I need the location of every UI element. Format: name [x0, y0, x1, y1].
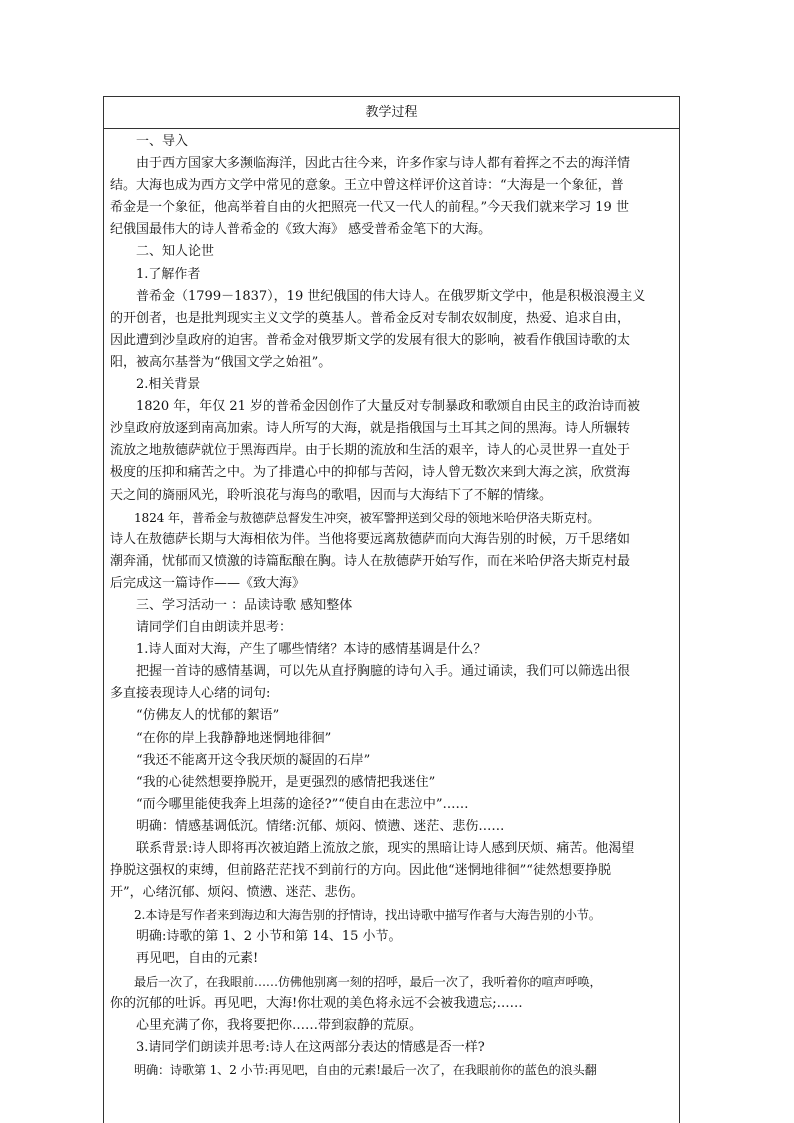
poem-line: 你的沉郁的吐诉。再见吧，大海!你壮观的美色将永远不会被我遗忘;…… [110, 995, 523, 1011]
poem-line: 心里充满了你，我将要把你……带到寂静的荒原。 [110, 1017, 423, 1033]
paragraph-line: 流放之地敖德萨就位于黑海西岸。由于长期的流放和生活的艰辛，诗人的心灵世界一直处于 [110, 443, 631, 459]
answer-line: 明确：情感基调低沉。情绪:沉郁、烦闷、愤懑、迷茫、悲伤…… [110, 818, 505, 834]
section-heading: 二、知人论世 [110, 244, 215, 260]
section-heading: 三、学习活动一 ：品读诗歌 感知整体 [110, 597, 353, 613]
table-content [104, 129, 679, 1081]
paragraph-line: 希金是一个象征，他高举着自由的火把照亮一代又一代人的前程。”今天我们就来学习 19 世 [110, 200, 629, 216]
paragraph-line: 开”，心绪沉郁、烦闷、愤懑、迷茫、悲伤。 [110, 885, 364, 901]
quote-line: “在你的岸上我静静地迷惘地徘徊” [110, 730, 332, 746]
paragraph-line: 潮奔涌，忧郁而又愤激的诗篇酝酿在胸。诗人在敖德萨开始写作，而在米哈伊洛夫斯克村最 [110, 553, 631, 569]
poem-line: 最后一次了，在我眼前……仿佛他别离一刻的招呼，最后一次了，我听着你的喧声呼唤， [110, 974, 602, 989]
paragraph-line: 结。大海也成为西方文学中常见的意象。王立中曾这样评价这首诗：“大海是一个象征，普 [110, 178, 624, 194]
paragraph-line: 1824 年，普希金与敖德萨总督发生冲突，被军警押送到父母的领地米哈伊洛夫斯克村。 [110, 510, 600, 525]
quote-line: “我的心徒然想要挣脱开，是更强烈的感情把我迷住” [110, 774, 436, 790]
paragraph-line: 纪俄国最伟大的诗人普希金的《致大海》 感受普希金笔下的大海。 [110, 222, 492, 238]
quote-line: “而今哪里能使我奔上坦荡的途径?”“使自由在悲泣中”…… [110, 796, 469, 812]
paragraph-line: 由于西方国家大多濒临海洋，因此古往今来，许多作家与诗人都有着挥之不去的海洋情 [110, 156, 631, 172]
table-header: 教学过程 [104, 97, 679, 129]
paragraph-line: 极度的压抑和痛苦之中。为了排遣心中的抑郁与苦闷，诗人曾无数次来到大海之滨，欣赏海 [110, 465, 631, 481]
paragraph-line: 天之间的旖丽风光，聆听浪花与海鸟的歌唱，因而与大海结下了不解的情缘。 [110, 487, 553, 503]
paragraph-line: 普希金（1799－1837），19 世纪俄国的伟大诗人。在俄罗斯文学中，他是积极浪漫主义 [110, 288, 646, 304]
question-line: 2.本诗是写作者来到海边和大海告别的抒情诗，找出诗歌中描写作者与大海告别的小节。 [110, 908, 601, 923]
paragraph-line: 把握一首诗的感情基调，可以先从直抒胸臆的诗句入手。通过诵读，我们可以筛选出很 [110, 664, 631, 680]
paragraph-line: 挣脱这强权的束缚，但前路茫茫找不到前行的方向。因此他“迷惘地徘徊”“徒然想要挣脱 [110, 863, 611, 879]
poem-line: 再见吧，自由的元素! [110, 951, 259, 967]
answer-line: 明确:诗歌的第 1、2 小节和第 14、15 小节。 [110, 929, 402, 945]
question-line: 3.请同学们朗读并思考:诗人在这两部分表达的情感是否一样? [110, 1039, 485, 1055]
paragraph-line: 沙皇政府放逐到南高加索。诗人所写的大海，就是指俄国与土耳其之间的黑海。诗人所辗转 [110, 421, 631, 437]
question-line: 1.诗人面对大海，产生了哪些情绪？本诗的感情基调是什么？ [110, 642, 487, 658]
paragraph-line: 请同学们自由朗读并思考： [110, 620, 293, 636]
paragraph-line: 后完成这一篇诗作——《致大海》 [110, 575, 306, 591]
section-heading: 一、导入 [110, 134, 189, 149]
subsection-heading: 1.了解作者 [110, 266, 201, 282]
teaching-process-table [103, 96, 680, 1123]
paragraph-line: 联系背景:诗人即将再次被迫踏上流放之旅，现实的黑暗让诗人感到厌烦、痛苦。他渴望 [110, 841, 635, 856]
quote-line: “仿佛友人的忧郁的絮语” [110, 708, 280, 724]
paragraph-line: 诗人在敖德萨长期与大海相依为伴。当他将要远离敖德萨而向大海告别的时候，万千思绪如 [110, 531, 631, 547]
paragraph-line: 阳，被高尔基誉为“俄国文学之始祖”。 [110, 354, 332, 370]
paragraph-line: 的开创者，也是批判现实主义文学的奠基人。普希金反对专制农奴制度，热爱、追求自由， [110, 310, 631, 326]
paragraph-line: 因此遭到沙皇政府的迫害。普希金对俄罗斯文学的发展有很大的影响，被看作俄国诗歌的太 [110, 332, 631, 348]
subsection-heading: 2.相关背景 [110, 377, 201, 393]
paragraph-line: 多直接表现诗人心绪的词句: [110, 686, 271, 702]
answer-line: 明确：诗歌第 1、2 小节:再见吧，自由的元素!最后一次了，在我眼前你的蓝色的浪头翻 [110, 1062, 597, 1077]
quote-line: “我还不能离开这令我厌烦的凝固的石岸” [110, 752, 371, 768]
paragraph-line: 1820 年，年仅 21 岁的普希金因创作了大量反对专制暴政和歌颂自由民主的政治诗而被 [110, 399, 641, 415]
